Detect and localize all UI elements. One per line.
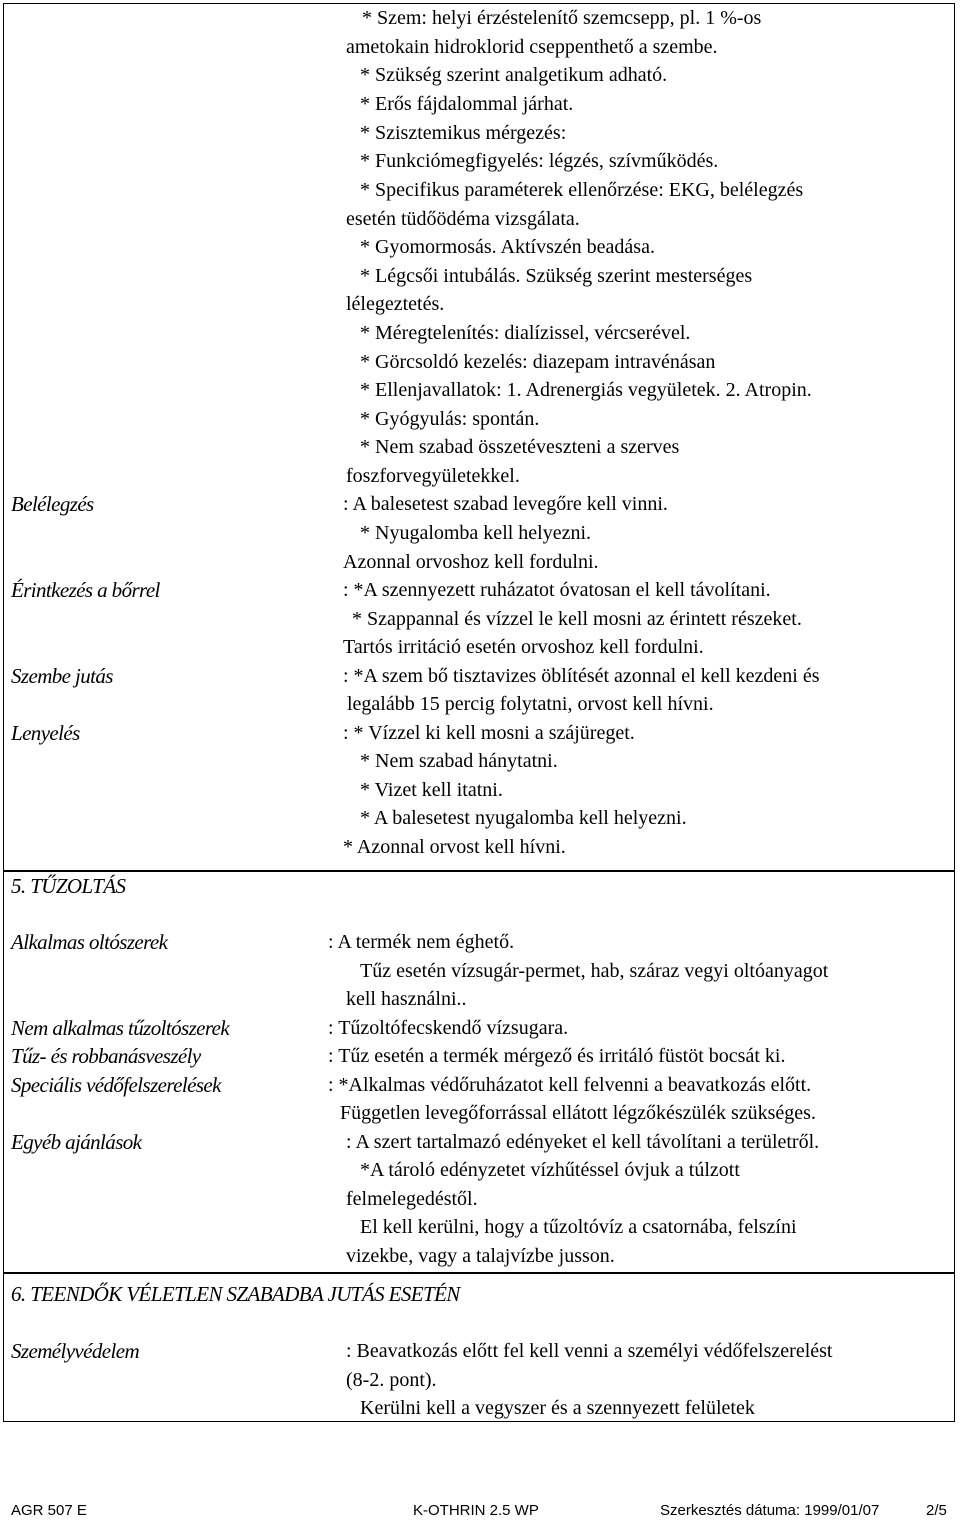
unsuitable-extinguishers-line: : Tűzoltófecskendő vízsugara.	[328, 1017, 569, 1039]
special-equipment-line: : *Alkalmas védőruházatot kell felvenni a beavatkozás előtt.	[328, 1074, 812, 1096]
section5-title: 5. TŰZOLTÁS	[11, 874, 126, 898]
footer-code: AGR 507 E	[11, 1502, 87, 1519]
continuation-line: * Nem szabad összetéveszteni a szerves	[360, 436, 680, 458]
inhalation-line: Azonnal orvoshoz kell fordulni.	[343, 551, 599, 573]
label-unsuitable-extinguishers: Nem alkalmas tűzoltószerek	[11, 1016, 230, 1040]
continuation-line: lélegeztetés.	[346, 293, 445, 315]
skin-contact-line: Tartós irritáció esetén orvoshoz kell fordulni.	[343, 636, 704, 658]
continuation-line: * Szükség szerint analgetikum adható.	[360, 64, 668, 86]
ingestion-line: : * Vízzel ki kell mosni a szájüreget.	[343, 722, 635, 744]
ingestion-line: * Vizet kell itatni.	[360, 779, 503, 801]
label-ingestion: Lenyelés	[11, 721, 80, 745]
personal-protection-line: Kerülni kell a vegyszer és a szennyezett felületek	[360, 1397, 755, 1419]
other-recommendations-line: vizekbe, vagy a talajvízbe jusson.	[346, 1245, 615, 1267]
label-inhalation: Belélegzés	[11, 492, 94, 516]
continuation-line: * Szem: helyi érzéstelenítő szemcsepp, pl. 1 %-os	[362, 7, 762, 29]
ingestion-line: * A balesetest nyugalomba kell helyezni.	[360, 807, 687, 829]
continuation-line: * Ellenjavallatok: 1. Adrenergiás vegyületek. 2. Atropin.	[360, 379, 812, 401]
fire-explosion-hazard-line: : Tűz esetén a termék mérgező és irritáló füstöt bocsát ki.	[328, 1045, 786, 1067]
label-eye-contact: Szembe jutás	[11, 664, 113, 688]
section6-title: 6. TEENDŐK VÉLETLEN SZABADBA JUTÁS ESETÉN	[11, 1282, 460, 1306]
footer-page: 2/5	[926, 1502, 947, 1519]
continuation-line: * Szisztemikus mérgezés:	[360, 122, 567, 144]
footer-product: K-OTHRIN 2.5 WP	[413, 1502, 539, 1519]
personal-protection-line: : Beavatkozás előtt fel kell venni a személyi védőfelszerelést	[346, 1340, 833, 1362]
continuation-line: * Funkciómegfigyelés: légzés, szívműködés.	[360, 150, 719, 172]
continuation-line: * Görcsoldó kezelés: diazepam intravénásan	[360, 351, 716, 373]
label-suitable-extinguishers: Alkalmas oltószerek	[11, 930, 168, 954]
suitable-extinguishers-line: kell használni..	[346, 988, 467, 1010]
skin-contact-line: * Szappannal és vízzel le kell mosni az érintett részeket.	[352, 608, 802, 630]
eye-contact-line: : *A szem bő tisztavizes öblítését azonnal el kell kezdeni és	[343, 665, 820, 687]
continuation-line: * Légcsői intubálás. Szükség szerint mesterséges	[360, 265, 753, 287]
other-recommendations-line: felmelegedéstől.	[346, 1188, 478, 1210]
continuation-line: * Gyomormosás. Aktívszén beadása.	[360, 236, 655, 258]
special-equipment-line: Független levegőforrással ellátott légzőkészülék szükséges.	[340, 1102, 816, 1124]
label-skin-contact: Érintkezés a bőrrel	[11, 578, 160, 602]
suitable-extinguishers-line: : A termék nem éghető.	[328, 931, 515, 953]
continuation-line: esetén tüdőödéma vizsgálata.	[346, 208, 580, 230]
continuation-line: * Erős fájdalommal járhat.	[360, 93, 574, 115]
skin-contact-line: : *A szennyezett ruházatot óvatosan el kell távolítani.	[343, 579, 771, 601]
other-recommendations-line: *A tároló edényzetet vízhűtéssel óvjuk a túlzott	[360, 1159, 740, 1181]
continuation-line: ametokain hidroklorid cseppenthető a szembe.	[346, 36, 718, 58]
inhalation-line: : A balesetest szabad levegőre kell vinni.	[343, 493, 668, 515]
continuation-line: * Gyógyulás: spontán.	[360, 408, 540, 430]
personal-protection-line: (8-2. pont).	[346, 1369, 437, 1391]
label-other-recommendations: Egyéb ajánlások	[11, 1130, 142, 1154]
inhalation-line: * Nyugalomba kell helyezni.	[360, 522, 592, 544]
ingestion-line: * Azonnal orvost kell hívni.	[343, 836, 566, 858]
footer-date: Szerkesztés dátuma: 1999/01/07	[660, 1502, 880, 1519]
label-special-equipment: Speciális védőfelszerelések	[11, 1073, 221, 1097]
suitable-extinguishers-line: Tűz esetén vízsugár-permet, hab, száraz vegyi oltóanyagot	[360, 960, 829, 982]
other-recommendations-line: : A szert tartalmazó edényeket el kell távolítani a területről.	[346, 1131, 820, 1153]
other-recommendations-line: El kell kerülni, hogy a tűzoltóvíz a csatornába, felszíni	[360, 1216, 797, 1238]
label-fire-explosion-hazard: Tűz- és robbanásveszély	[11, 1044, 201, 1068]
continuation-line: foszforvegyületekkel.	[346, 465, 520, 487]
label-personal-protection: Személyvédelem	[11, 1339, 140, 1363]
continuation-line: * Specifikus paraméterek ellenőrzése: EKG, belélegzés	[360, 179, 804, 201]
ingestion-line: * Nem szabad hánytatni.	[360, 750, 558, 772]
continuation-line: * Méregtelenítés: dialízissel, vércserével.	[360, 322, 691, 344]
eye-contact-line: legalább 15 percig folytatni, orvost kell hívni.	[347, 693, 714, 715]
